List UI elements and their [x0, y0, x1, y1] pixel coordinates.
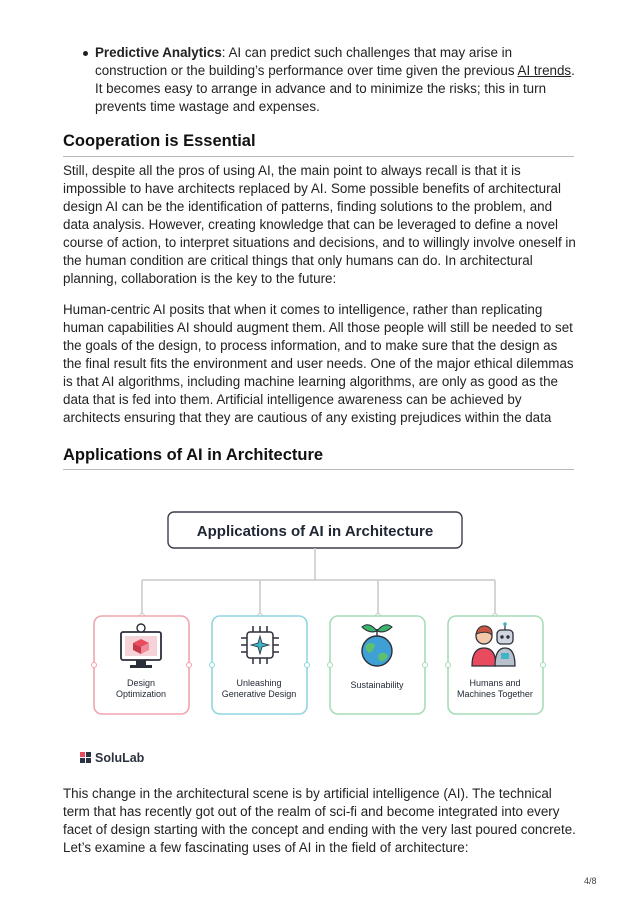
card-label-line2: Generative Design	[221, 689, 297, 699]
heading-rule	[63, 469, 574, 470]
globe-plant-icon	[362, 625, 392, 666]
card-generative-design	[210, 616, 310, 714]
bullet-marker	[83, 51, 88, 56]
applications-diagram	[90, 508, 550, 720]
card-label-line1: Unleashing	[236, 678, 282, 688]
card-sustainability	[328, 616, 428, 714]
connector-nodes	[140, 614, 498, 619]
paragraph-applications: This change in the architectural scene is by artificial intelligence (AI). The technical term that has recently got out of the realm of sci-fi and become integrated into every facet of design starting with the concept and ending with the very last poured concrete. Let’s examine a few fascinating uses of AI in the field of architecture:	[63, 786, 576, 855]
card-label-line1: Sustainability	[350, 680, 404, 690]
card-label-line2: Optimization	[115, 689, 167, 699]
diagram-title: Applications of AI in Architecture	[196, 523, 434, 540]
card-label-line2: Machines Together	[457, 689, 533, 699]
heading-applications: Applications of AI in Architecture	[63, 446, 324, 464]
bullet-item-predictive-analytics	[95, 44, 585, 116]
bullet-text-before: : AI can predict such challenges that may arise in construction or the building’s performance over time given the previous	[95, 45, 518, 78]
card-label-line1: Humans and	[469, 678, 521, 688]
paragraph-cooperation-2: Human-centric AI posits that when it comes to intelligence, rather than replicating human capabilities AI should augment them. All those people will still be needed to set the goals of the design, to process information, and to make sure that the design as the final result fits the environment and user needs. One of the major ethical dilemmas is that AI algorithms, including machine learning algorithms, are only as good as the data that is fed into them. Artificial intelligence awareness can be achieved by architects ensuring that they are cautious of any existing prejudices within the data	[63, 302, 574, 425]
card-label-line1: Design	[126, 678, 156, 688]
heading-cooperation: Cooperation is Essential	[63, 132, 256, 150]
card-design-optimization	[92, 616, 192, 714]
solulab-logo	[80, 751, 144, 765]
page-number: 4/8	[584, 876, 597, 886]
ai-trends-link[interactable]: AI trends	[517, 63, 572, 78]
solulab-logo-icon	[80, 752, 92, 764]
card-humans-machines	[446, 616, 546, 714]
diagram-connectors	[142, 548, 495, 616]
bullet-title: Predictive Analytics	[95, 45, 222, 60]
bullet-text-after: . It becomes easy to arrange in advance and to minimize the risks; this in turn prevents time wastage and expenses.	[95, 63, 575, 114]
paragraph-cooperation-1: Still, despite all the pros of using AI, the main point to always recall is that it is impossible to have architects replaced by AI. Some possible benefits of architectural design AI can be the identification of patterns, finding solutions to the problem, and data analysis. However, creating knowledge that can be leveraged to define a novel course of action, to interpret situations and decisions, and to willingly involve oneself in the human condition are critical things that only humans can do. In architectural planning, collaboration is the key to the future:	[63, 163, 576, 286]
heading-rule	[63, 156, 574, 157]
solulab-logo-text: SoluLab	[95, 751, 145, 765]
